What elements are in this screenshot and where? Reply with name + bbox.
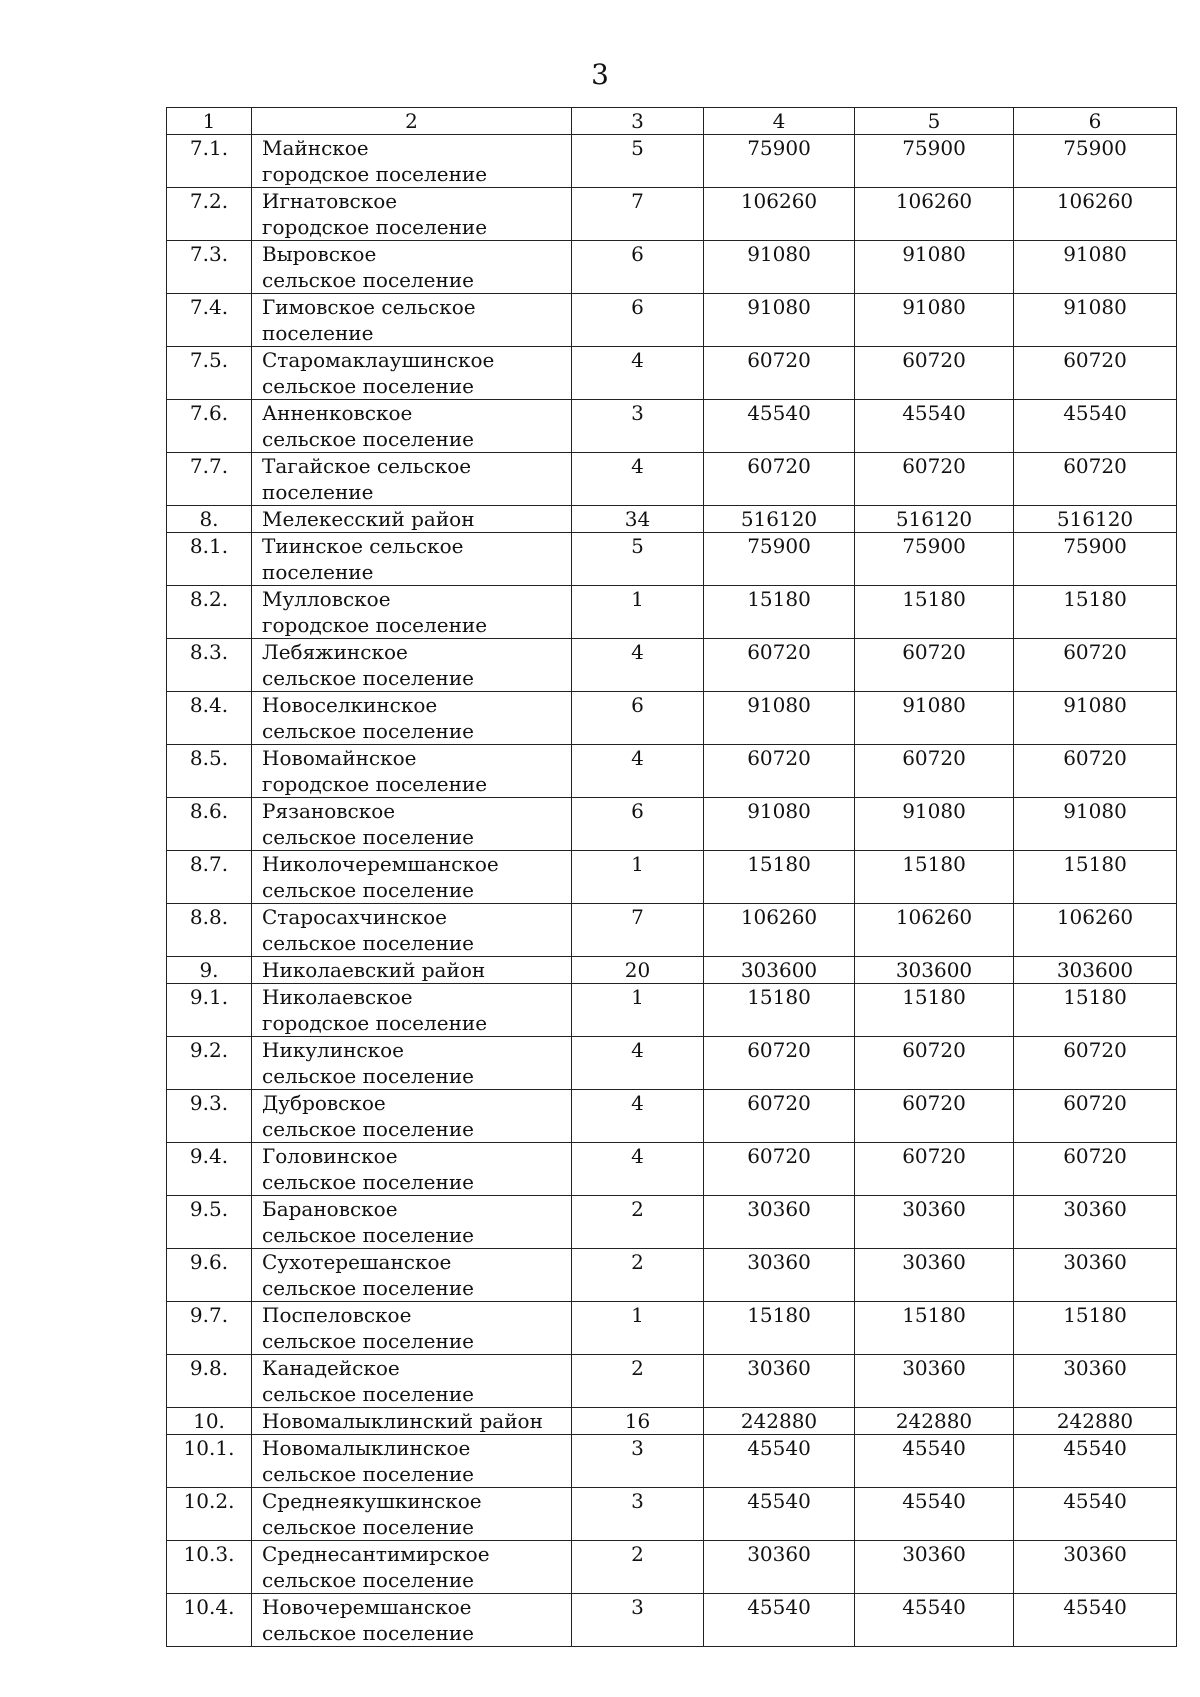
cell-col-4: 91080 (704, 294, 855, 347)
cell-col-3: 4 (572, 1090, 704, 1143)
cell-col-4: 30360 (704, 1249, 855, 1302)
settlement-name-line: сельское поселение (262, 1117, 475, 1141)
settlement-name (252, 1302, 572, 1355)
cell-col-3: 1 (572, 1302, 704, 1355)
settlement-name-line: Новомалыклинское (262, 1436, 471, 1460)
row-number: 9.1. (167, 984, 252, 1037)
settlement-name-line: Тагайское сельское поселение (262, 454, 472, 504)
table-row (167, 692, 1177, 745)
cell-col-6: 106260 (1014, 188, 1177, 241)
settlement-name (252, 241, 572, 294)
settlement-name-line: Новочеремшанское (262, 1595, 472, 1619)
settlement-name-line: Барановское (262, 1197, 398, 1221)
settlement-name-line: Рязановское (262, 799, 396, 823)
table-row (167, 294, 1177, 347)
cell-col-6: 30360 (1014, 1249, 1177, 1302)
cell-col-4: 15180 (704, 851, 855, 904)
settlement-name-line: Новомайнское (262, 746, 417, 770)
cell-col-6: 30360 (1014, 1355, 1177, 1408)
cell-col-6: 106260 (1014, 904, 1177, 957)
cell-col-5: 516120 (855, 506, 1014, 533)
cell-col-5: 30360 (855, 1196, 1014, 1249)
settlement-name-line: сельское поселение (262, 1329, 475, 1353)
cell-col-6: 60720 (1014, 639, 1177, 692)
cell-col-5: 60720 (855, 1037, 1014, 1090)
cell-col-5: 106260 (855, 188, 1014, 241)
page-number: 3 (591, 58, 609, 91)
table-row (167, 188, 1177, 241)
settlement-name-line: сельское поселение (262, 666, 475, 690)
table-row (167, 745, 1177, 798)
cell-col-6: 60720 (1014, 1143, 1177, 1196)
cell-col-4: 30360 (704, 1196, 855, 1249)
cell-col-4: 60720 (704, 347, 855, 400)
cell-col-6: 91080 (1014, 692, 1177, 745)
settlement-name-line: сельское поселение (262, 825, 475, 849)
table-row (167, 639, 1177, 692)
cell-col-3: 7 (572, 904, 704, 957)
table-row (167, 1090, 1177, 1143)
cell-col-3: 5 (572, 135, 704, 188)
table-row (167, 1408, 1177, 1435)
settlement-name-line: сельское поселение (262, 374, 475, 398)
row-number: 10.4. (167, 1594, 252, 1647)
cell-col-5: 15180 (855, 851, 1014, 904)
cell-col-6: 303600 (1014, 957, 1177, 984)
cell-col-6: 45540 (1014, 400, 1177, 453)
cell-col-4: 60720 (704, 1143, 855, 1196)
row-number: 10.2. (167, 1488, 252, 1541)
row-number: 8.3. (167, 639, 252, 692)
cell-col-4: 30360 (704, 1355, 855, 1408)
cell-col-6: 60720 (1014, 1090, 1177, 1143)
cell-col-5: 45540 (855, 1594, 1014, 1647)
cell-col-3: 3 (572, 1435, 704, 1488)
row-number: 8.5. (167, 745, 252, 798)
cell-col-5: 30360 (855, 1541, 1014, 1594)
settlement-name-line: Дубровское (262, 1091, 386, 1115)
row-number: 9.5. (167, 1196, 252, 1249)
cell-col-6: 45540 (1014, 1488, 1177, 1541)
cell-col-4: 60720 (704, 1037, 855, 1090)
cell-col-4: 15180 (704, 1302, 855, 1355)
cell-col-5: 60720 (855, 453, 1014, 506)
table-row (167, 400, 1177, 453)
cell-col-6: 91080 (1014, 294, 1177, 347)
cell-col-4: 106260 (704, 904, 855, 957)
cell-col-4: 60720 (704, 1090, 855, 1143)
settlement-name-line: сельское поселение (262, 1170, 475, 1194)
cell-col-5: 15180 (855, 586, 1014, 639)
settlement-name-line: Среднесантимирское (262, 1542, 490, 1566)
table-row (167, 453, 1177, 506)
settlement-name-line: Гимовское сельское поселение (262, 295, 476, 345)
cell-col-4: 60720 (704, 745, 855, 798)
row-number: 8.4. (167, 692, 252, 745)
cell-col-6: 45540 (1014, 1594, 1177, 1647)
cell-col-4: 60720 (704, 453, 855, 506)
cell-col-4: 45540 (704, 1488, 855, 1541)
table-row (167, 1143, 1177, 1196)
table-row (167, 1488, 1177, 1541)
settlement-name-line: Игнатовское (262, 189, 398, 213)
settlement-name-line: Николаевское (262, 985, 413, 1009)
settlement-name-line: Николаевский район (262, 958, 486, 982)
cell-col-5: 91080 (855, 241, 1014, 294)
settlement-name (252, 347, 572, 400)
row-number: 7.7. (167, 453, 252, 506)
cell-col-6: 516120 (1014, 506, 1177, 533)
cell-col-4: 30360 (704, 1541, 855, 1594)
settlement-name-line: Старосахчинское (262, 905, 447, 929)
cell-col-3: 1 (572, 851, 704, 904)
settlement-name (252, 984, 572, 1037)
cell-col-4: 91080 (704, 692, 855, 745)
settlement-name-line: Среднеякушкинское (262, 1489, 482, 1513)
row-number: 7.6. (167, 400, 252, 453)
row-number: 7.1. (167, 135, 252, 188)
row-number: 10. (167, 1408, 252, 1435)
cell-col-6: 91080 (1014, 241, 1177, 294)
table-row (167, 1302, 1177, 1355)
table-row (167, 1594, 1177, 1647)
row-number: 9.7. (167, 1302, 252, 1355)
cell-col-4: 45540 (704, 1435, 855, 1488)
cell-col-6: 15180 (1014, 851, 1177, 904)
cell-col-4: 91080 (704, 798, 855, 851)
settlement-name-line: сельское поселение (262, 1223, 475, 1247)
cell-col-6: 60720 (1014, 453, 1177, 506)
table-row (167, 1196, 1177, 1249)
cell-col-3: 1 (572, 984, 704, 1037)
table-body (167, 135, 1177, 1647)
cell-col-3: 4 (572, 347, 704, 400)
cell-col-5: 242880 (855, 1408, 1014, 1435)
cell-col-5: 45540 (855, 1435, 1014, 1488)
table-row (167, 241, 1177, 294)
row-number: 9.4. (167, 1143, 252, 1196)
settlement-name (252, 1037, 572, 1090)
header-col-5: 5 (855, 108, 1014, 135)
cell-col-5: 91080 (855, 798, 1014, 851)
cell-col-3: 2 (572, 1249, 704, 1302)
settlement-name-line: сельское поселение (262, 1568, 475, 1592)
settlement-name-line: Поспеловское (262, 1303, 412, 1327)
row-number: 8.2. (167, 586, 252, 639)
settlement-name (252, 1143, 572, 1196)
cell-col-3: 4 (572, 1143, 704, 1196)
settlement-name-line: городское поселение (262, 613, 488, 637)
settlement-name-line: Новоселкинское (262, 693, 438, 717)
settlement-name-line: Анненковское (262, 401, 413, 425)
header-col-1: 1 (167, 108, 252, 135)
cell-col-5: 30360 (855, 1249, 1014, 1302)
cell-col-5: 15180 (855, 984, 1014, 1037)
settlement-name (252, 453, 572, 506)
table-row (167, 533, 1177, 586)
cell-col-6: 15180 (1014, 984, 1177, 1037)
row-number: 9.2. (167, 1037, 252, 1090)
settlement-name (252, 1249, 572, 1302)
cell-col-5: 75900 (855, 533, 1014, 586)
settlement-name (252, 506, 572, 533)
cell-col-4: 303600 (704, 957, 855, 984)
cell-col-6: 91080 (1014, 798, 1177, 851)
cell-col-3: 6 (572, 798, 704, 851)
table-row (167, 851, 1177, 904)
settlement-name-line: сельское поселение (262, 719, 475, 743)
header-col-4: 4 (704, 108, 855, 135)
settlement-name (252, 1408, 572, 1435)
settlement-name-line: Канадейское (262, 1356, 400, 1380)
cell-col-3: 4 (572, 745, 704, 798)
row-number: 7.4. (167, 294, 252, 347)
cell-col-3: 34 (572, 506, 704, 533)
cell-col-5: 106260 (855, 904, 1014, 957)
settlement-name-line: сельское поселение (262, 1462, 475, 1486)
cell-col-6: 242880 (1014, 1408, 1177, 1435)
cell-col-3: 2 (572, 1541, 704, 1594)
settlement-name (252, 586, 572, 639)
row-number: 7.3. (167, 241, 252, 294)
row-number: 8. (167, 506, 252, 533)
cell-col-3: 3 (572, 400, 704, 453)
row-number: 9.6. (167, 1249, 252, 1302)
cell-col-3: 7 (572, 188, 704, 241)
settlement-name (252, 400, 572, 453)
table-row (167, 798, 1177, 851)
settlement-name (252, 957, 572, 984)
table-row (167, 135, 1177, 188)
table-row (167, 586, 1177, 639)
row-number: 9.8. (167, 1355, 252, 1408)
settlement-name (252, 1435, 572, 1488)
cell-col-3: 1 (572, 586, 704, 639)
settlement-name (252, 639, 572, 692)
settlement-name-line: Мулловское (262, 587, 391, 611)
settlement-name-line: городское поселение (262, 772, 488, 796)
settlement-name (252, 533, 572, 586)
cell-col-3: 2 (572, 1196, 704, 1249)
settlement-name-line: городское поселение (262, 162, 488, 186)
settlement-name-line: Новомалыклинский район (262, 1409, 543, 1433)
settlement-name (252, 1488, 572, 1541)
settlement-name-line: сельское поселение (262, 427, 475, 451)
settlement-name (252, 1196, 572, 1249)
table-row (167, 984, 1177, 1037)
cell-col-6: 60720 (1014, 745, 1177, 798)
cell-col-5: 60720 (855, 639, 1014, 692)
settlement-name (252, 1594, 572, 1647)
row-number: 8.6. (167, 798, 252, 851)
settlement-name (252, 294, 572, 347)
cell-col-6: 75900 (1014, 533, 1177, 586)
header-col-2: 2 (252, 108, 572, 135)
row-number: 8.8. (167, 904, 252, 957)
cell-col-4: 15180 (704, 984, 855, 1037)
header-col-3: 3 (572, 108, 704, 135)
cell-col-5: 60720 (855, 347, 1014, 400)
row-number: 9.3. (167, 1090, 252, 1143)
settlement-name-line: сельское поселение (262, 1276, 475, 1300)
cell-col-5: 303600 (855, 957, 1014, 984)
cell-col-6: 30360 (1014, 1541, 1177, 1594)
table-row (167, 1355, 1177, 1408)
cell-col-3: 4 (572, 1037, 704, 1090)
cell-col-3: 5 (572, 533, 704, 586)
settlement-name-line: Николочеремшанское (262, 852, 499, 876)
settlement-name (252, 188, 572, 241)
cell-col-6: 75900 (1014, 135, 1177, 188)
cell-col-5: 91080 (855, 294, 1014, 347)
cell-col-6: 15180 (1014, 1302, 1177, 1355)
table-row (167, 1037, 1177, 1090)
settlement-name (252, 1355, 572, 1408)
cell-col-4: 106260 (704, 188, 855, 241)
settlement-name-line: сельское поселение (262, 878, 475, 902)
settlement-name-line: сельское поселение (262, 1382, 475, 1406)
cell-col-3: 4 (572, 453, 704, 506)
settlement-name-line: сельское поселение (262, 1064, 475, 1088)
settlement-name (252, 904, 572, 957)
cell-col-4: 242880 (704, 1408, 855, 1435)
settlement-name-line: сельское поселение (262, 268, 475, 292)
settlement-name-line: городское поселение (262, 1011, 488, 1035)
settlement-name (252, 1090, 572, 1143)
settlement-name-line: Выровское (262, 242, 377, 266)
table-header-row (167, 108, 1177, 135)
cell-col-4: 60720 (704, 639, 855, 692)
settlement-name-line: Лебяжинское (262, 640, 408, 664)
cell-col-3: 16 (572, 1408, 704, 1435)
cell-col-3: 6 (572, 294, 704, 347)
cell-col-4: 75900 (704, 533, 855, 586)
cell-col-6: 60720 (1014, 1037, 1177, 1090)
cell-col-5: 15180 (855, 1302, 1014, 1355)
cell-col-4: 75900 (704, 135, 855, 188)
cell-col-3: 3 (572, 1594, 704, 1647)
settlement-name-line: городское поселение (262, 215, 488, 239)
cell-col-5: 45540 (855, 1488, 1014, 1541)
row-number: 10.1. (167, 1435, 252, 1488)
cell-col-6: 30360 (1014, 1196, 1177, 1249)
table-row (167, 1249, 1177, 1302)
cell-col-3: 2 (572, 1355, 704, 1408)
settlement-name (252, 851, 572, 904)
settlement-name (252, 745, 572, 798)
settlement-name-line: Никулинское (262, 1038, 404, 1062)
settlement-name-line: Тиинское сельское поселение (262, 534, 464, 584)
cell-col-4: 45540 (704, 1594, 855, 1647)
row-number: 7.2. (167, 188, 252, 241)
cell-col-4: 45540 (704, 400, 855, 453)
settlement-name-line: Старомаклаушинское (262, 348, 495, 372)
cell-col-6: 60720 (1014, 347, 1177, 400)
table-row (167, 904, 1177, 957)
header-col-6: 6 (1014, 108, 1177, 135)
row-number: 8.7. (167, 851, 252, 904)
cell-col-5: 60720 (855, 1143, 1014, 1196)
table-row (167, 957, 1177, 984)
settlement-name-line: Мелекесский район (262, 507, 475, 531)
cell-col-5: 45540 (855, 400, 1014, 453)
allocation-table (166, 107, 1177, 1647)
cell-col-6: 45540 (1014, 1435, 1177, 1488)
cell-col-3: 4 (572, 639, 704, 692)
table-row (167, 347, 1177, 400)
cell-col-3: 6 (572, 692, 704, 745)
cell-col-5: 91080 (855, 692, 1014, 745)
table-row (167, 1435, 1177, 1488)
cell-col-3: 3 (572, 1488, 704, 1541)
cell-col-5: 60720 (855, 745, 1014, 798)
settlement-name (252, 692, 572, 745)
settlement-name-line: сельское поселение (262, 931, 475, 955)
cell-col-4: 91080 (704, 241, 855, 294)
row-number: 8.1. (167, 533, 252, 586)
cell-col-4: 516120 (704, 506, 855, 533)
cell-col-5: 75900 (855, 135, 1014, 188)
settlement-name-line: Сухотерешанское (262, 1250, 452, 1274)
cell-col-6: 15180 (1014, 586, 1177, 639)
table-row (167, 506, 1177, 533)
cell-col-3: 20 (572, 957, 704, 984)
settlement-name-line: сельское поселение (262, 1621, 475, 1645)
settlement-name-line: Майнское (262, 136, 369, 160)
settlement-name-line: Головинское (262, 1144, 398, 1168)
cell-col-5: 60720 (855, 1090, 1014, 1143)
settlement-name (252, 798, 572, 851)
settlement-name-line: сельское поселение (262, 1515, 475, 1539)
cell-col-5: 30360 (855, 1355, 1014, 1408)
settlement-name (252, 1541, 572, 1594)
row-number: 10.3. (167, 1541, 252, 1594)
cell-col-3: 6 (572, 241, 704, 294)
table-row (167, 1541, 1177, 1594)
row-number: 7.5. (167, 347, 252, 400)
cell-col-4: 15180 (704, 586, 855, 639)
row-number: 9. (167, 957, 252, 984)
settlement-name (252, 135, 572, 188)
